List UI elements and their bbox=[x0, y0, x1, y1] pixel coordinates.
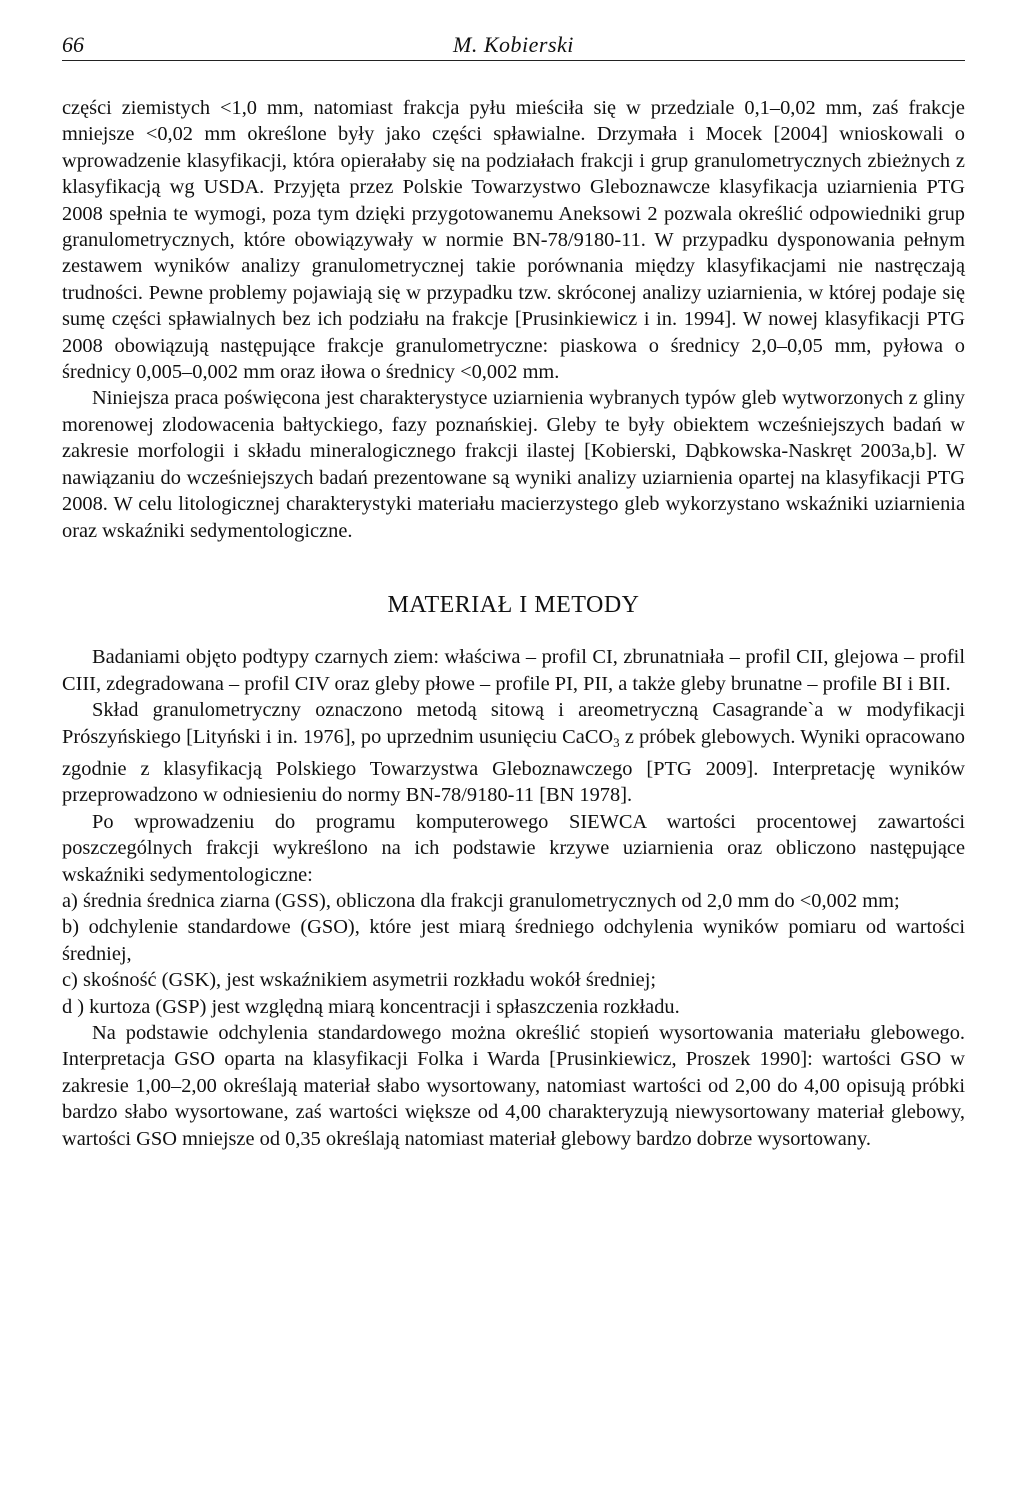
body-text bbox=[62, 95, 965, 1152]
list-item-a: a) średnia średnica ziarna (GSS), obliczona dla frakcji granulometrycznych od 2,0 mm do <0,002 mm; bbox=[62, 889, 900, 912]
methods-paragraph-2-part-2: z próbek glebowych. Wyniki opracowano zgodnie z klasyfikacją Polskiego Towarzystwa Gleboznawczego [PTG 2009]. Interpretację wyników przeprowadzono w odniesieniu do normy BN-78/9180-11 [BN 1978]. bbox=[62, 725, 966, 807]
intro-paragraph-1: części ziemistych <1,0 mm, natomiast frakcja pyłu mieściła się w przedziale 0,1–0,02 mm, zaś frakcje mniejsze <0,02 mm określone były jako części spławialne. Drzymała i Mocek [2004] wnioskowali o wprowadzenie klasyfikacji, która opierałaby się na podziałach frakcji i grup granulometrycznych zbieżnych z klasyfikacją wg USDA. Przyjęta przez Polskie Towarzystwo Gleboznawcze klasyfikacja uziarnienia PTG 2008 spełnia te wymogi, poza tym dzięki przygotowanemu Aneksowi 2 pozwala określić odpowiedniki grup granulometrycznych, które obowiązywały w normie BN-78/9180-11. W przypadku dysponowania pełnym zestawem wyników analizy granulometrycznej takie porównania między klasyfikacjami nie nastręczają trudności. Pewne problemy pojawiają się w przypadku tzw. skróconej analizy uziarnienia, w której podaje się sumę części spławialnych bez ich podziału na frakcje [Prusinkiewicz i in. 1994]. W nowej klasyfikacji PTG 2008 obowiązują następujące frakcje granulometryczne: piaskowa o średnicy 2,0–0,05 mm, pyłowa o średnicy 0,005–0,002 mm oraz iłowa o średnicy <0,002 mm. bbox=[62, 97, 965, 384]
running-head-author: M. Kobierski bbox=[453, 32, 574, 57]
methods-paragraph-2-part-1: Skład granulometryczny oznaczono metodą sitową i areometryczną Casagrande`a w modyfikacji Prószyńskiego [Lityński i in. 1976], po uprzednim usunięciu CaCO bbox=[62, 699, 965, 748]
page bbox=[62, 22, 965, 1152]
list-item-d: d ) kurtoza (GSP) jest względną miarą koncentracji i spłaszczenia rozkładu. bbox=[62, 995, 680, 1018]
methods-paragraph-4: Na podstawie odchylenia standardowego można określić stopień wysortowania materiału glebowego. Interpretacja GSO oparta na klasyfikacji Folka i Warda [Prusinkiewicz, Proszek 1990]: wartości GSO w zakresie 1,00–2,00 określają materiał słabo wysortowany, natomiast wartości od 2,00 do 4,00 opisują próbki bardzo słabo wysortowane, zaś wartości większe od 4,00 charakteryzują niewysortowany materiał glebowy, wartości GSO mniejsze od 0,35 określają natomiast materiał glebowy bardzo dobrze wysortowany. bbox=[62, 1022, 965, 1150]
methods-paragraph-1: Badaniami objęto podtypy czarnych ziem: właściwa – profil CI, zbrunatniała – profil CII, glejowa – profil CIII, zdegradowana – profil CIV oraz gleby płowe – profile PI, PII, a także gleby brunatne – profile BI i BII. bbox=[62, 646, 965, 695]
methods-paragraph-3: Po wprowadzeniu do programu komputerowego SIEWCA wartości procentowej zawartości poszczególnych frakcji wykreślono na ich podstawie krzywe uziarnienia oraz obliczono następujące wskaźniki sedymentologiczne: bbox=[62, 810, 965, 886]
page-number: 66 bbox=[62, 32, 84, 57]
section-heading: MATERIAŁ I METODY bbox=[387, 591, 640, 618]
methods-paragraph-2 bbox=[62, 697, 965, 809]
intro-paragraph-2: Niniejsza praca poświęcona jest charakterystyce uziarnienia wybranych typów gleb wytworzonych z gliny morenowej zlodowacenia bałtyckiego, fazy poznańskiej. Gleby te były obiektem wcześniejszych badań w zakresie morfologii i składu mineralogicznego frakcji ilastej [Kobierski, Dąbkowska-Naskręt 2003a,b]. W nawiązaniu do wcześniejszych badań prezentowane są wyniki analizy uziarnienia opartej na klasyfikacji PTG 2008. W celu litologicznej charakterystyki materiału macierzystego gleb wykorzystano wskaźniki uziarnienia oraz wskaźniki sedymentologiczne. bbox=[62, 387, 965, 542]
running-head bbox=[62, 22, 965, 61]
caco3-subscript: 3 bbox=[613, 734, 620, 750]
list-item-b: b) odchylenie standardowe (GSO), które jest miarą średniego odchylenia wyników pomiaru od wartości średniej, bbox=[62, 916, 965, 965]
list-item-c: c) skośność (GSK), jest wskaźnikiem asymetrii rozkładu wokół średniej; bbox=[62, 969, 657, 992]
